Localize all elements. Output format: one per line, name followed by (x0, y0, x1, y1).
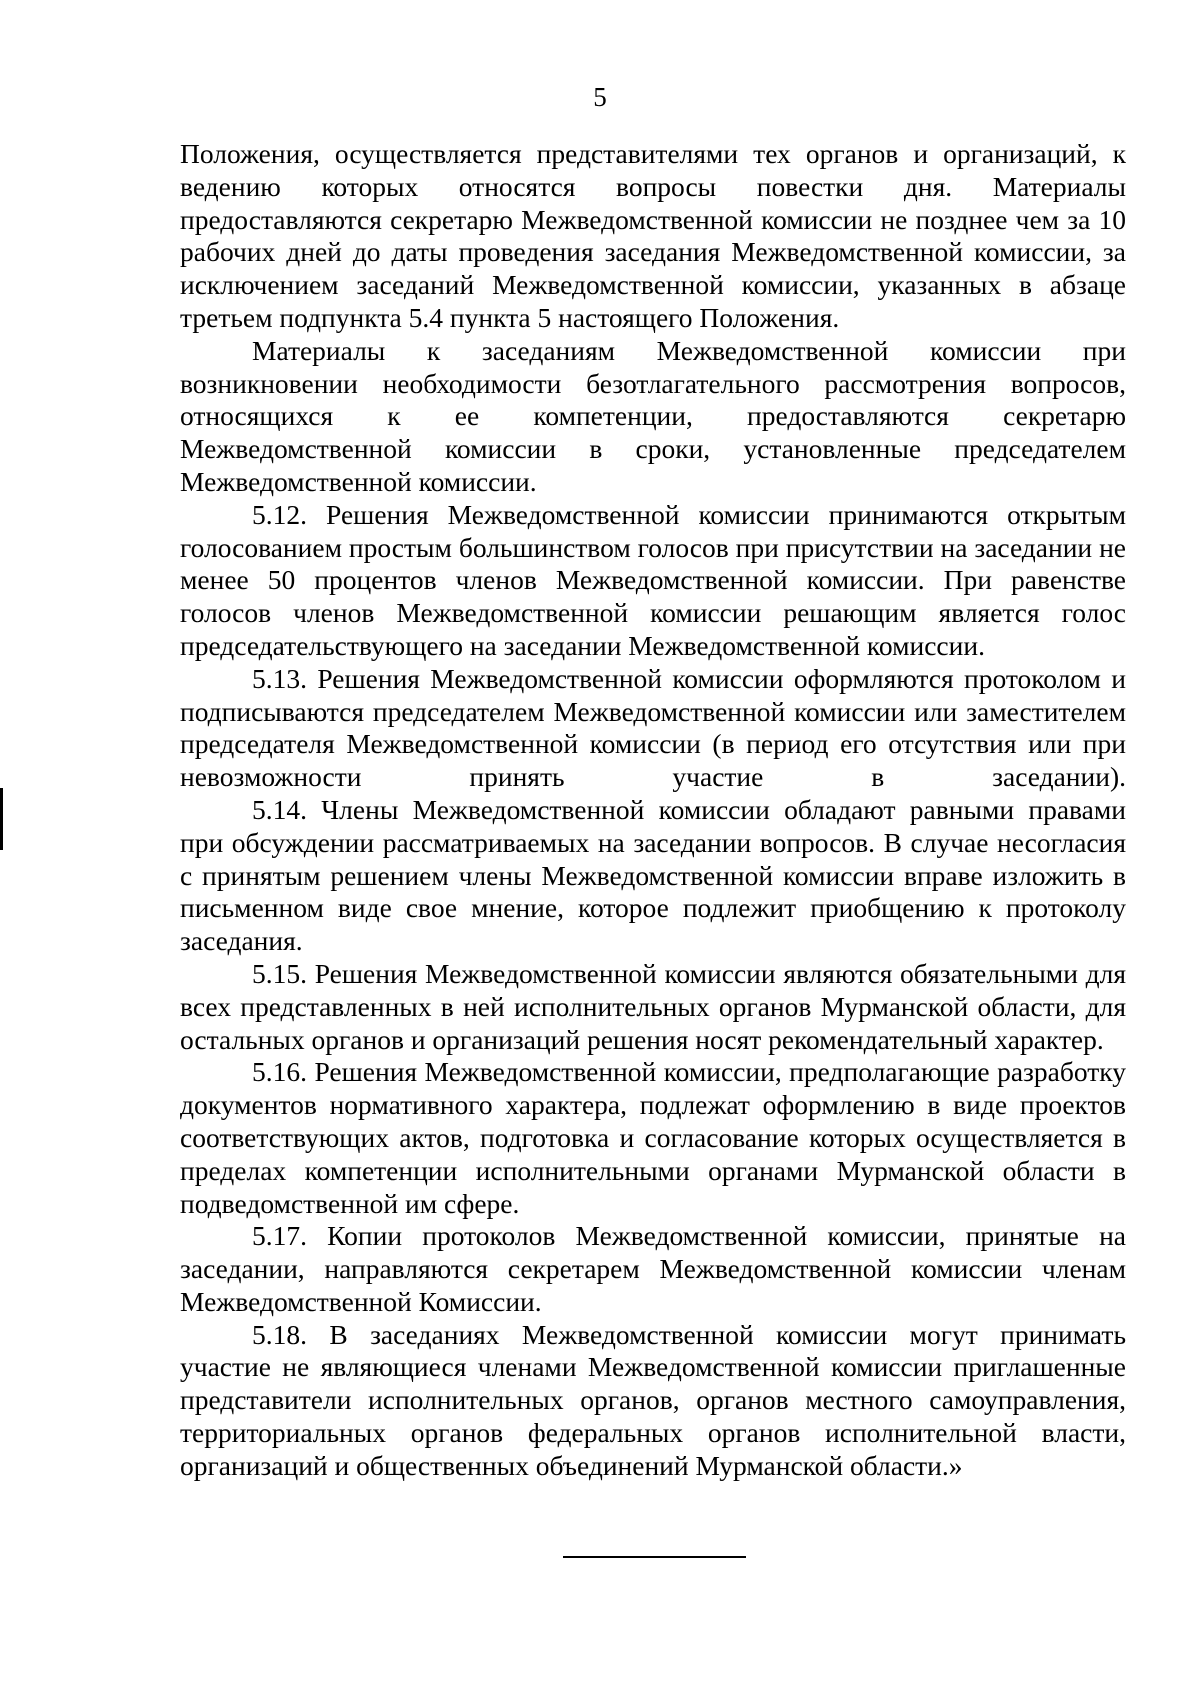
document-body (180, 138, 1126, 1483)
scan-margin-mark (0, 788, 3, 850)
paragraph-5-12: 5.12. Решения Межведомственной комиссии принимаются открытым голосованием простым большинством голосов при присутствии на заседании не менее 50 процентов членов Межведомственной комиссии. При равенстве голосов членов Межведомственной комиссии решающим является голос председательствующего на заседании Межведомственной комиссии. (180, 498, 1126, 661)
paragraph-5-15: 5.15. Решения Межведомственной комиссии являются обязательными для всех представленных в ней исполнительных органов Мурманской области, для остальных органов и организаций решения носят рекомендательный характер. (180, 957, 1126, 1055)
paragraph-5-17: 5.17. Копии протоколов Межведомственной комиссии, принятые на заседании, направляются секретарем Межведомственной комиссии членам Межведомственной Комиссии. (180, 1220, 1126, 1317)
paragraph-5-13: 5.13. Решения Межведомственной комиссии оформляются протоколом и подписываются председателем Межведомственной комиссии или заместителем председателя Межведомственной комиссии (в период его отсутствия или при невозможности принять участие в заседании). (180, 662, 1126, 793)
paragraph-5-18: 5.18. В заседаниях Межведомственной комиссии могут принимать участие не являющиеся членами Межведомственной комиссии приглашенные представители исполнительных органов, органов местного самоуправления, территориальных органов федеральных органов исполнительной власти, организаций и общественных объединений Мурманской области.» (180, 1318, 1126, 1481)
paragraph-materials: Материалы к заседаниям Межведомственной комиссии при возникновении необходимости безотлагательного рассмотрения вопросов, относящихся к ее компетенции, предоставляются секретарю Межведомственной комиссии в сроки, установленные председателем Межведомственной комиссии. (180, 334, 1126, 497)
end-separator-line (563, 1556, 746, 1558)
paragraph-5-14: 5.14. Члены Межведомственной комиссии обладают равными правами при обсуждении рассматриваемых на заседании вопросов. В случае несогласия с принятым решением члены Межведомственной комиссии вправе изложить в письменном виде свое мнение, которое подлежит приобщению к протоколу заседания. (180, 793, 1126, 957)
paragraph-5-16: 5.16. Решения Межведомственной комиссии, предполагающие разработку документов нормативного характера, подлежат оформлению в виде проектов соответствующих актов, подготовка и согласование которых осуществляется в пределах компетенции исполнительными органами Мурманской области в подведомственной им сфере. (180, 1056, 1126, 1219)
page-number: 5 (593, 82, 607, 112)
paragraph-continuation: Положения, осуществляется представителями тех органов и организаций, к ведению которых относятся вопросы повестки дня. Материалы предоставляются секретарю Межведомственной комиссии не позднее чем за 10 рабочих дней до даты проведения заседания Межведомственной комиссии, за исключением заседаний Межведомственной комиссии, указанных в абзаце третьем подпункта 5.4 пункта 5 настоящего Положения. (180, 138, 1126, 333)
